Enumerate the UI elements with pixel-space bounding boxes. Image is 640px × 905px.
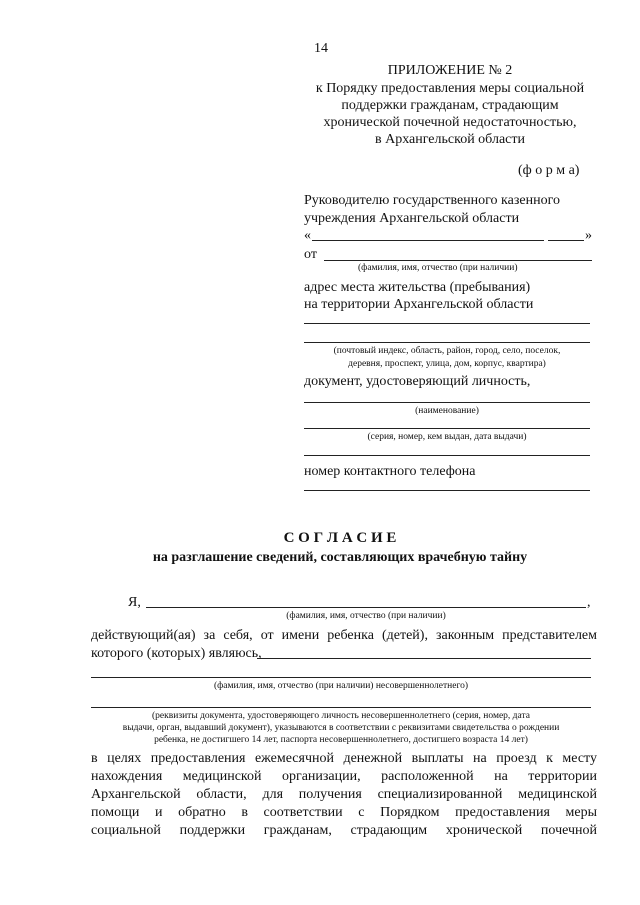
address-caption-1: (почтовый индекс, область, район, город, село, поселок,: [333, 346, 561, 356]
consent-title: С О Г Л А С И Е: [283, 530, 397, 546]
minor-document-caption-2: выдачи, орган, выдавший документ), указываются в соответствии с реквизитами свидетельства о рождении: [122, 723, 560, 733]
phone-field[interactable]: [304, 490, 590, 491]
appendix-line-3: хронической почечной недостаточностью,: [323, 115, 577, 130]
appendix-line-2: поддержки гражданам, страдающим: [341, 98, 559, 113]
addressee-line-2: учреждения Архангельской области: [304, 211, 520, 226]
body-line-1: в целях предоставления ежемесячной денежной выплаты на проезд к месту: [91, 751, 597, 766]
minor-document-caption-3: ребенка, не достигшего 14 лет, паспорта несовершеннолетнего, достигшего возраста 14 лет): [154, 735, 528, 745]
consent-subtitle: на разглашение сведений, составляющих врачебную тайну: [152, 550, 528, 565]
applicant-name-field[interactable]: [146, 607, 586, 608]
institution-name-field-2[interactable]: [548, 240, 584, 241]
body-line-3: Архангельской области, для получения специализированной медицинской: [91, 787, 597, 802]
addressee-line-1: Руководителю государственного казенного: [304, 193, 560, 208]
document-extra-field[interactable]: [304, 455, 590, 456]
minor-document-caption-1: (реквизиты документа, удостоверяющего личность несовершеннолетнего (серия, номер, дата: [152, 711, 530, 721]
document-label: документ, удостоверяющий личность,: [304, 374, 531, 389]
appendix-title: ПРИЛОЖЕНИЕ № 2: [387, 63, 513, 78]
minor-name-caption: (фамилия, имя, отчество (при наличии) несовершеннолетнего): [213, 681, 469, 691]
quote-close: »: [585, 228, 592, 243]
i-comma: ,: [587, 595, 591, 610]
quote-open: «: [304, 228, 311, 243]
document-details-field[interactable]: [304, 428, 590, 429]
minor-name-field-2[interactable]: [91, 677, 591, 678]
document-details-caption: (серия, номер, кем выдан, дата выдачи): [367, 432, 527, 442]
from-caption: (фамилия, имя, отчество (при наличии): [358, 263, 518, 273]
minor-name-field-1[interactable]: [257, 658, 591, 659]
acting-line-1: действующий(ая) за себя, от имени ребенка (детей), законным представителем: [91, 628, 597, 643]
address-field-2[interactable]: [304, 342, 590, 343]
document-name-field[interactable]: [304, 402, 590, 403]
phone-label: номер контактного телефона: [304, 464, 476, 479]
address-label-1: адрес места жительства (пребывания): [304, 280, 531, 295]
appendix-line-4: в Архангельской области: [375, 132, 525, 147]
address-field-1[interactable]: [304, 323, 590, 324]
i-label: Я,: [128, 595, 141, 610]
body-line-2: нахождения медицинской организации, расположенной на территории: [91, 769, 597, 784]
address-label-2: на территории Архангельской области: [304, 297, 534, 312]
acting-line-2: которого (которых) являюсь,: [91, 646, 262, 661]
body-line-4: помощи и обратно в соответствии с Порядком предоставления меры: [91, 805, 597, 820]
minor-document-field[interactable]: [91, 707, 591, 708]
appendix-line-1: к Порядку предоставления меры социальной: [315, 81, 585, 96]
applicant-name-caption: (фамилия, имя, отчество (при наличии): [286, 611, 446, 621]
from-label: от: [304, 247, 317, 262]
from-name-field[interactable]: [324, 260, 592, 261]
body-line-5: социальной поддержки гражданам, страдающим хронической почечной: [91, 823, 597, 838]
address-caption-2: деревня, проспект, улица, дом, корпус, квартира): [348, 359, 546, 369]
document-name-caption: (наименование): [415, 406, 479, 416]
page-number: 14: [314, 41, 328, 56]
form-label: (ф о р м а): [518, 163, 580, 178]
institution-name-field[interactable]: [312, 240, 544, 241]
